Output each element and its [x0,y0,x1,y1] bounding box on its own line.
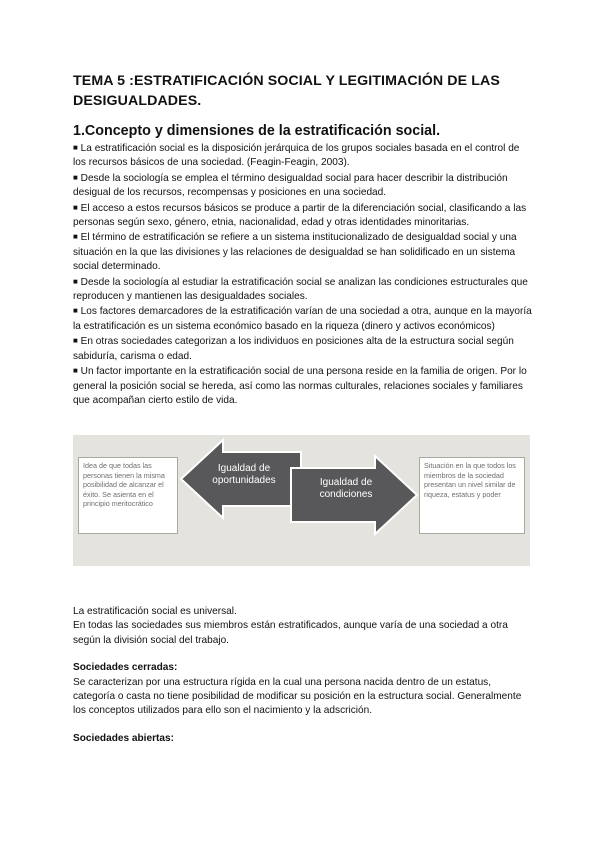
bullet-square-icon: ■ [73,366,78,376]
closed-societies-text: Se caracterizan por una estructura rígida en la cual una persona nacida dentro de un estatus, categoría o casta no tiene posibilidad de modificar su posición en la estructura social. Generalmente los conceptos utilizados para ello son el nacimiento y la adscrición. [73,676,522,717]
section-heading: 1.Concepto y dimensiones de la estratificación social. [73,123,441,139]
bullet-text: Desde la sociología al estudiar la estratificación social se analizan las condiciones estructurales que reproducen y mantienen las desigualdades sociales. [73,276,528,303]
bullet-square-icon: ■ [73,202,78,212]
bullet-square-icon: ■ [73,232,78,242]
bullet-square-icon: ■ [73,172,78,182]
closed-societies-heading: Sociedades cerradas: [73,662,178,674]
bullet-square-icon: ■ [73,306,78,316]
bullet-item [73,304,535,334]
bullet-item [73,230,535,274]
bullet-square-icon: ■ [73,276,78,286]
paragraph-all-societies: En todas las sociedades sus miembros están estratificados, aunque varía de una sociedad a otra según la división social del trabajo. [73,620,508,646]
bullet-text: Desde la sociología se emplea el término desigualdad social para hacer describir la distribución desigual de los recursos, recompensas y posiciones en una sociedad. [73,172,508,199]
bullet-text: Un factor importante en la estratificación social de una persona reside en la familia de origen. Por lo general la posición social se hereda, así como las normas culturales, relaciones sociales y familiares que acompañan cierto estilo de vida. [73,366,527,406]
bullet-item [73,364,535,408]
document-title: TEMA 5 :ESTRATIFICACIÓN SOCIAL Y LEGITIMACIÓN DE LAS DESIGUALDADES. [73,73,500,109]
body-section [73,605,535,746]
equal-opportunity-note: Idea de que todas las personas tienen la misma posibilidad de alcanzar el éxito. Se asienta en el principio meritocrático [78,457,178,534]
equality-diagram [73,435,530,566]
bullet-list [73,141,535,408]
equal-opportunity-label: Igualdad de oportunidades [212,463,276,486]
bullet-square-icon: ■ [73,336,78,346]
paragraph-universal: La estratificación social es universal. [73,606,237,617]
bullet-item [73,201,535,231]
bullet-item [73,334,535,364]
bullet-text: Los factores demarcadores de la estratificación varían de una sociedad a otra, aunque en la mayoría la estratificación es un sistema económico basado en la riqueza (dinero y activos económicos) [73,306,532,332]
bullet-item [73,275,535,305]
bullet-text: El término de estratificación se refiere a un sistema institucionalizado de desigualdad social y una situación en la que las divisiones y las relaciones de desigualdad se han solidificado en un sistema social determinado. [73,232,517,273]
bullet-text: En otras sociedades categorizan a los individuos en posiciones alta de la estructura social según sabiduría, carisma o edad. [73,336,514,362]
bullet-square-icon: ■ [73,143,78,152]
bullet-item [73,171,535,201]
equal-conditions-label: Igualdad de condiciones [319,477,373,500]
equal-conditions-note: Situación en la que todos los miembros de la sociedad presentan un nivel similar de riqueza, estatus y poder [419,457,525,534]
bullet-text: El acceso a estos recursos básicos se produce a partir de la diferenciación social, clasificando a las personas según sexo, género, etnia, nacionalidad, edad y otras identidades minoritarias. [73,202,527,229]
bullet-item [73,141,535,171]
open-societies-heading: Sociedades abiertas: [73,732,174,744]
bullet-text: La estratificación social es la disposición jerárquica de los grupos sociales basada en el control de los recursos básicos de una sociedad. (Feagin-Feagin, 2003). [73,143,520,169]
